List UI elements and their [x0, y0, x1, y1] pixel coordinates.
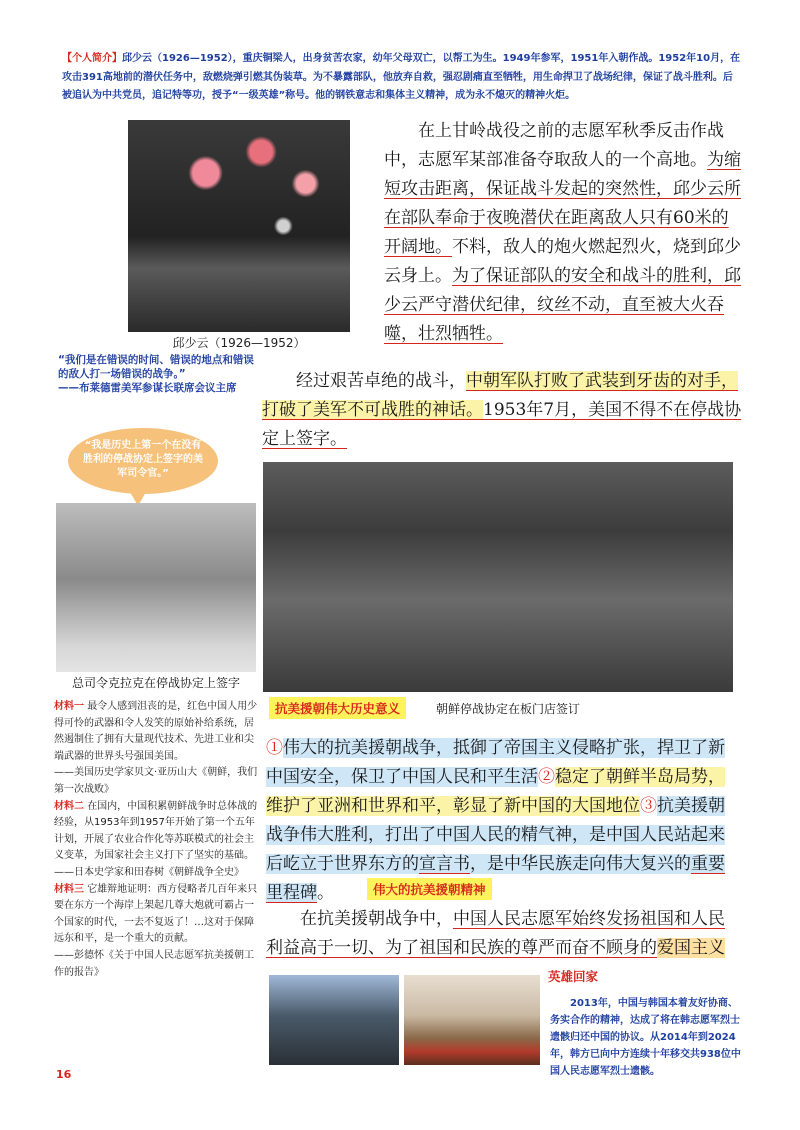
- material-3: [54, 882, 259, 982]
- honor-guard-photo: [269, 975, 399, 1065]
- material-text: 它雄辩地证明：西方侵略者几百年来只要在东方一个海岸上架起几尊大炮就可霸占一个国家的时代，一去不复返了！…这对于保障远东和平，是一个重大的贡献。: [54, 883, 258, 945]
- material-text: 在国内，中国积累朝鲜战争时总体战的经验，从1953年到1957年开始了第一个五年计划，开展了农业合作化等苏联模式的社会主义变革，为国家社会主义打下了坚实的基础。: [54, 800, 258, 862]
- spirit-part-1: 在抗美援朝战争中，: [300, 909, 453, 929]
- material-1: [54, 699, 259, 799]
- significance-point-2: 稳定了朝鲜半岛局势，维护了亚洲和世界和平，彰显了新中国的大国地位: [266, 767, 725, 816]
- point-number-2: ②: [538, 767, 555, 787]
- patriotism-keyword: 爱国主义: [657, 938, 725, 958]
- panmunjom-caption: 朝鲜停战协定在板门店签订: [436, 702, 581, 716]
- story-part-1: 在上甘岭战役之前的志愿军秋季反击作战中，志愿军某部准备夺取敌人的一个高地。: [384, 121, 724, 170]
- armistice-part-2: 中朝军队打败了武装到牙齿的对手，打破了美军不可战胜的神话。: [262, 371, 738, 420]
- significance-point-3e: 。: [317, 883, 334, 903]
- clark-signing-caption: 总司令克拉克在停战协定上签字: [56, 672, 256, 694]
- material-title: 材料二: [54, 800, 84, 812]
- significance-point-1: 伟大的抗美援朝战争，抵御了帝国主义侵略扩张，捍卫了新中国安全，保卫了中国人民和平生活: [266, 738, 725, 787]
- armistice-part-1: 经过艰苦卓绝的战斗，: [296, 371, 466, 391]
- milestone-keyword: 重要里程碑: [266, 854, 725, 903]
- story-part-3: 不料，敌人的炮火燃起烈火，烧到邱少云身上。: [384, 237, 741, 286]
- material-text: 最令人感到沮丧的是，红色中国人用少得可怜的武器和令人发笑的原始补给系统，居然遏制住了拥有大量现代技术、先进工业和尖端武器的世界头号强国美国。: [54, 701, 258, 762]
- spirit-paragraph: [266, 905, 738, 963]
- point-number-1: ①: [266, 738, 283, 758]
- significance-point-3c: ，是中华民族走向伟大复兴的: [470, 854, 691, 874]
- personal-intro: [62, 50, 742, 106]
- material-2: [54, 799, 259, 882]
- spirit-part-2: 中国人民志愿军始终发扬祖国和人民利益高于一切、为了祖国和民族的尊严而奋不顾身的: [266, 909, 725, 958]
- declaration-keyword: 宣言书: [419, 854, 470, 874]
- clark-signing-photo: [56, 503, 256, 693]
- story-part-2: 为缩短攻击距离，保证战斗发起的突然性，邱少云所在部队奉命于夜晚潜伏在距离敌人只有60米的开阔地。: [384, 150, 741, 257]
- material-title: 材料三: [54, 883, 84, 895]
- intro-text: 邱少云（1926—1952），重庆铜梁人，出身贫苦农家，幼年父母双亡，以帮工为生。1949年参军，1951年入朝作战。1952年10月，在攻击391高地前的潜伏任务中，敌燃烧弹引燃其伪装草。为不暴露部队，他放弃自救，强忍剧痛直至牺牲，用生命捍卫了战场纪律，保证了战斗胜利。后被追认为中共党员，追记特等功，授予“一级英雄”称号。他的钢铁意志和集体主义精神，成为永不熄灭的精神火炬。: [62, 53, 741, 101]
- significance-point-3a: 抗美援朝战争伟大胜利，打出了中国人民的精气神，是中国人民站起来后屹立于世界东方的: [266, 796, 725, 874]
- significance-paragraph: [266, 734, 738, 908]
- qiu-shaoyun-story: [384, 117, 744, 349]
- clark-speech-bubble: “我是历史上第一个在没有胜利的停战协定上签字的美军司令官。”: [68, 428, 218, 494]
- intro-tag: 【个人简介】: [62, 53, 122, 64]
- qiu-shaoyun-photo: [128, 120, 350, 332]
- material-source: ——美国历史学家贝文·亚历山大《朝鲜，我们第一次战败》: [54, 767, 258, 795]
- quote-text: “我们是在错误的时间、错误的地点和错误的敌人打一场错误的战争。”: [58, 354, 254, 380]
- point-number-3: ③: [640, 796, 657, 816]
- panmunjom-signing-photo: [263, 462, 733, 692]
- material-source: ——日本史学家和田春树《朝鲜战争全史》: [54, 866, 244, 878]
- heroes-return-text: 2013年，中国与韩国本着友好协商、务实合作的精神，达成了将在韩志愿军烈士遗骸归还中国的协议。从2014年到2024年，韩方已向中方连续十年移交共938位中国人民志愿军烈士遗骸。: [550, 998, 741, 1077]
- qiu-shaoyun-caption: 邱少云（1926—1952）: [128, 332, 350, 354]
- remains-return-photo: [404, 975, 540, 1065]
- page-number: 16: [56, 1068, 72, 1081]
- armistice-part-3: 1953年7月，美国不得不在停战协定上签字。: [262, 400, 742, 449]
- heroes-return-title: 英雄回家: [548, 969, 599, 984]
- section-title-spirit: 伟大的抗美援朝精神: [367, 878, 492, 900]
- quote-attribution: ——布莱德雷美军参谋长联席会议主席: [58, 382, 237, 394]
- armistice-paragraph: [262, 367, 742, 454]
- bradley-quote: [58, 353, 258, 395]
- materials-column: [54, 699, 259, 981]
- section-title-significance: 抗美援朝伟大历史意义: [269, 697, 406, 719]
- story-part-4: 为了保证部队的安全和战斗的胜利，邱少云严守潜伏纪律，纹丝不动，直至被大火吞噬，壮烈牺牲。: [384, 266, 741, 344]
- material-source: ——彭德怀《关于中国人民志愿军抗美援朝工作的报告》: [54, 949, 254, 978]
- material-title: 材料一: [54, 701, 84, 712]
